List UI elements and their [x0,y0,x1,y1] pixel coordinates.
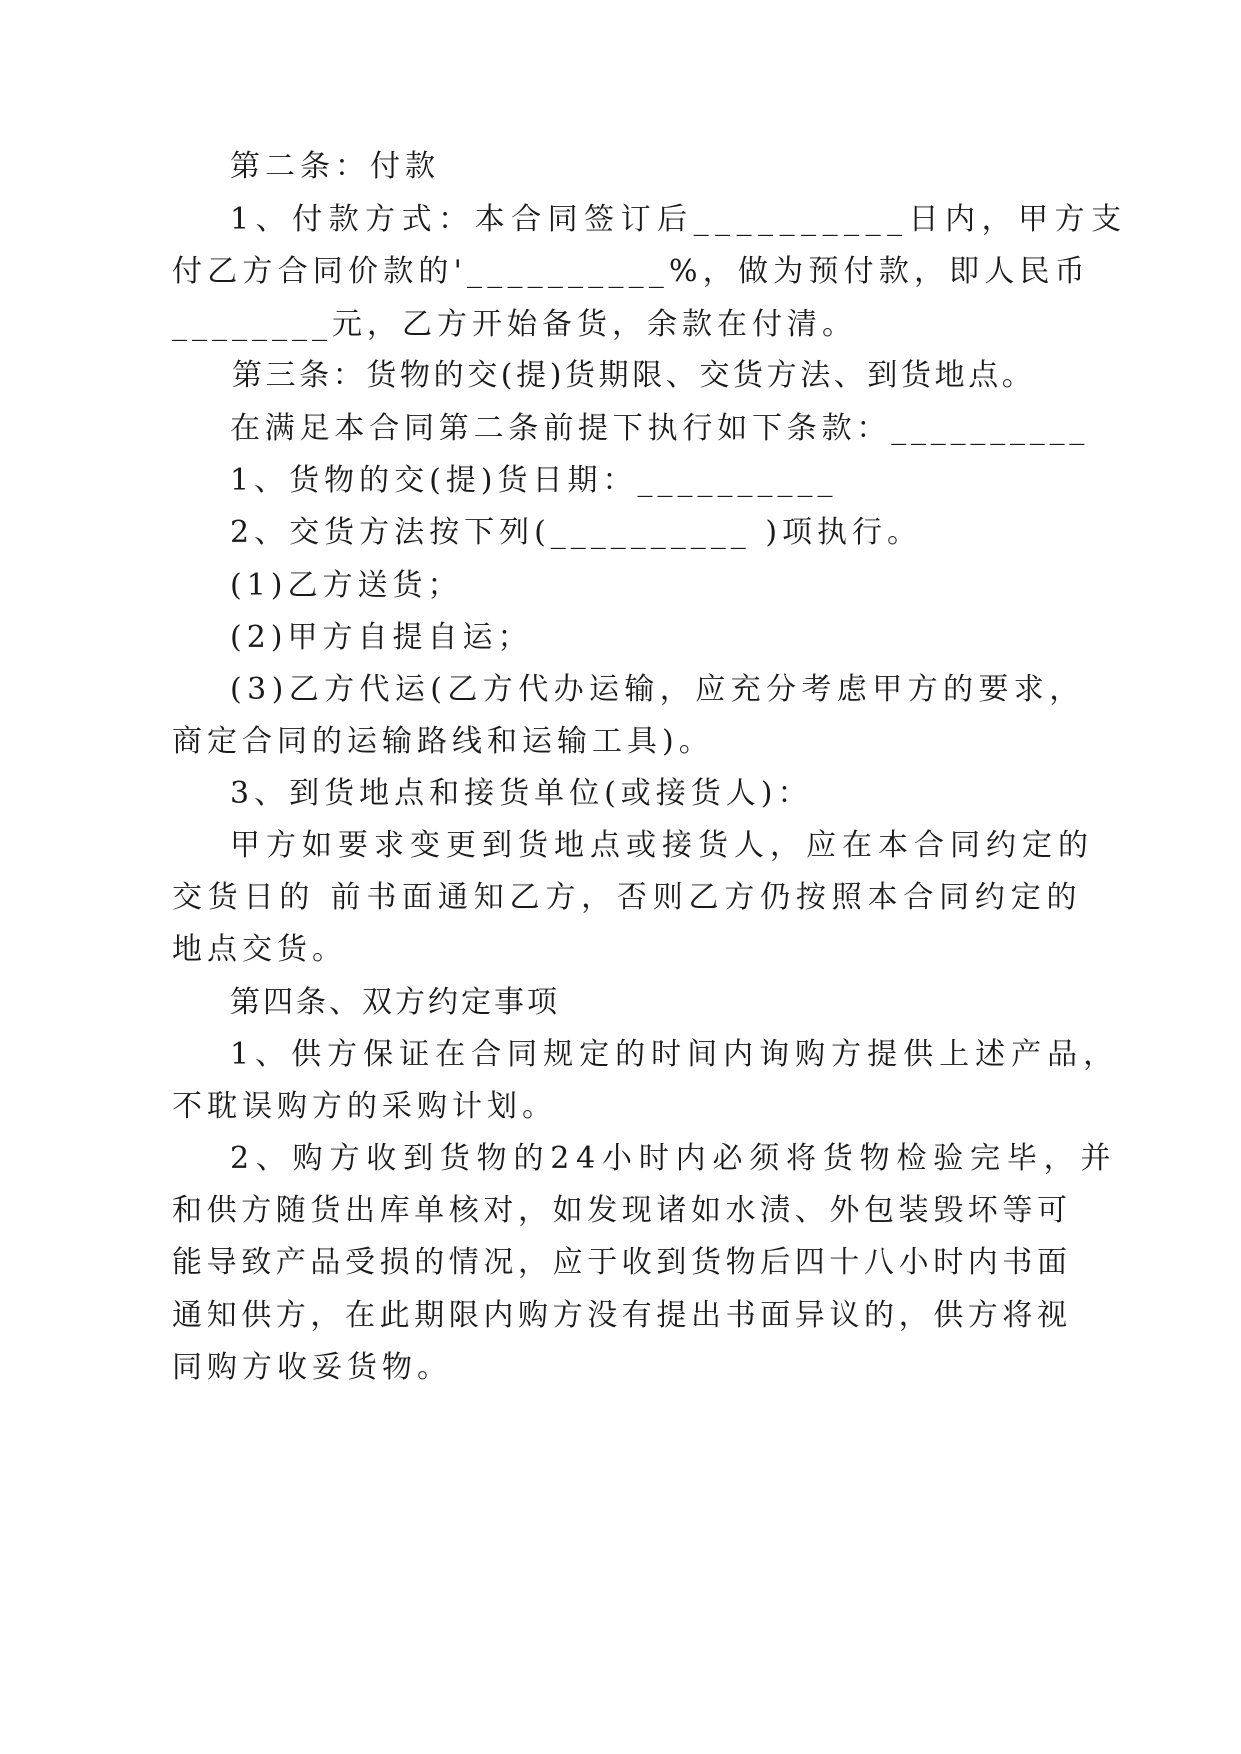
section-heading-delivery: 第三条：货物的交(提)货期限、交货方法、到货地点。 [232,358,1036,393]
paragraph-line: 不耽误购方的采购计划。 [172,1089,557,1124]
list-item: (1)乙方送货； [230,568,463,603]
section-heading-payment: 第二条：付款 [230,149,440,184]
paragraph-line: 和供方随货出库单核对，如发现诸如水渍、外包装毁坏等可 [172,1193,1072,1228]
paragraph-line: 通知供方，在此期限内购方没有提出书面异议的，供方将视 [172,1298,1072,1333]
paragraph-line: 地点交货。 [172,932,347,967]
paragraph-line: 甲方如要求变更到货地点或接货人，应在本合同约定的 [230,828,1094,863]
paragraph-line: 能导致产品受损的情况，应于收到货物后四十八小时内书面 [172,1245,1072,1280]
section-heading-agreement: 第四条、双方约定事项 [230,985,560,1020]
paragraph-line: 同购方收妥货物。 [172,1350,452,1385]
paragraph-line: 1、付款方式：本合同签订后__________日内，甲方支 [230,202,1128,237]
paragraph-line: 付乙方合同价款的'__________%，做为预付款，即人民币 [172,254,1090,289]
paragraph-line: 在满足本合同第二条前提下执行如下条款：__________ [230,411,1090,446]
list-item: 2、购方收到货物的24小时内必须将货物检验完毕，并 [230,1141,1118,1176]
list-item: 1、供方保证在合同规定的时间内询购方提供上述产品， [230,1037,1120,1072]
paragraph-line: 商定合同的运输路线和运输工具)。 [172,724,714,759]
list-item: (2)甲方自提自运； [230,620,533,655]
list-item: (3)乙方代运(乙方代办运输，应充分考虑甲方的要求， [230,672,1085,707]
list-item: 3、到货地点和接货单位(或接货人)： [230,776,813,811]
paragraph-line: ________元，乙方开始备货，余款在付清。 [172,307,857,342]
paragraph-line: 交货日的 前书面通知乙方，否则乙方仍按照本合同约定的 [172,880,1083,915]
list-item: 1、货物的交(提)货日期：__________ [230,463,838,498]
list-item: 2、交货方法按下列(__________ )项执行。 [230,515,923,550]
